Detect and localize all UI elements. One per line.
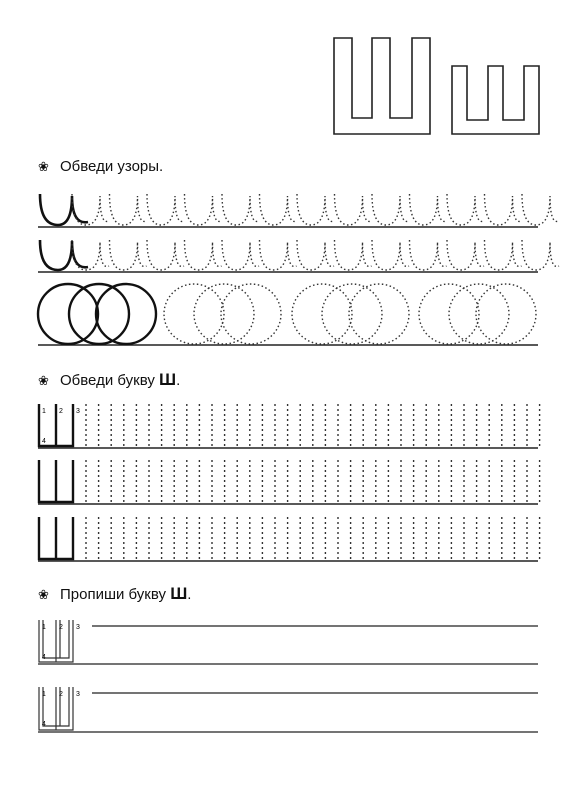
flower-icon: ❀ xyxy=(38,159,49,174)
dotted-wave xyxy=(335,240,372,270)
stroke-number: 1 xyxy=(42,408,46,415)
heading-letter: Ш xyxy=(159,370,177,389)
heading-suffix: . xyxy=(187,586,192,603)
pattern-row-circles xyxy=(38,284,538,345)
stroke-number: 4 xyxy=(42,654,46,661)
flower-icon: ❀ xyxy=(38,587,49,602)
dotted-wave xyxy=(185,194,222,225)
dotted-circle xyxy=(164,284,224,344)
dotted-wave xyxy=(485,240,522,270)
dotted-wave xyxy=(447,240,484,270)
section-heading-write xyxy=(38,585,191,604)
stroke-number: 2 xyxy=(59,408,63,415)
outline-letter-upper xyxy=(334,38,430,134)
dotted-wave xyxy=(447,194,484,225)
trace-row-3 xyxy=(38,517,540,561)
dotted-circle xyxy=(419,284,479,344)
dotted-wave xyxy=(522,194,559,225)
dotted-wave xyxy=(297,194,334,225)
dotted-wave xyxy=(410,240,447,270)
stroke-number: 3 xyxy=(76,691,80,698)
dotted-wave xyxy=(110,194,147,225)
dotted-wave xyxy=(147,194,184,225)
section-heading-patterns xyxy=(38,158,163,176)
heading-suffix: . xyxy=(176,372,181,389)
pattern-row-2 xyxy=(38,240,559,272)
dotted-wave xyxy=(372,194,409,225)
dotted-wave xyxy=(297,240,334,270)
flower-icon: ❀ xyxy=(38,373,49,388)
dotted-wave xyxy=(522,240,559,270)
dotted-wave xyxy=(260,240,297,270)
stroke-number: 1 xyxy=(42,691,46,698)
dotted-circle xyxy=(221,284,281,344)
trace-row-2 xyxy=(38,460,540,504)
trace-row-1 xyxy=(38,404,540,448)
stroke-number: 3 xyxy=(76,624,80,631)
dotted-wave xyxy=(110,240,147,270)
stroke-number: 3 xyxy=(76,408,80,415)
stroke-number: 1 xyxy=(42,624,46,631)
dotted-wave xyxy=(222,194,259,225)
heading-letter: Ш xyxy=(170,584,188,603)
stroke-number: 2 xyxy=(59,624,63,631)
dotted-wave xyxy=(260,194,297,225)
dotted-circle xyxy=(476,284,536,344)
dotted-wave xyxy=(485,194,522,225)
stroke-number: 2 xyxy=(59,691,63,698)
dotted-wave xyxy=(185,240,222,270)
dotted-circle xyxy=(292,284,352,344)
stroke-number: 4 xyxy=(42,721,46,728)
heading-text: Пропиши букву xyxy=(60,586,171,603)
stroke-number: 4 xyxy=(42,438,46,445)
heading-text: Обведи узоры. xyxy=(60,158,164,175)
heading-text: Обведи букву xyxy=(60,372,160,389)
dotted-wave xyxy=(147,240,184,270)
write-row-2 xyxy=(38,687,538,732)
pattern-row-1 xyxy=(38,194,559,227)
dotted-circle xyxy=(349,284,409,344)
write-row-1 xyxy=(38,620,538,664)
dotted-wave xyxy=(410,194,447,225)
section-heading-trace xyxy=(38,371,180,390)
outline-letter-lower xyxy=(452,66,539,134)
dotted-wave xyxy=(335,194,372,225)
dotted-wave xyxy=(372,240,409,270)
dotted-wave xyxy=(222,240,259,270)
